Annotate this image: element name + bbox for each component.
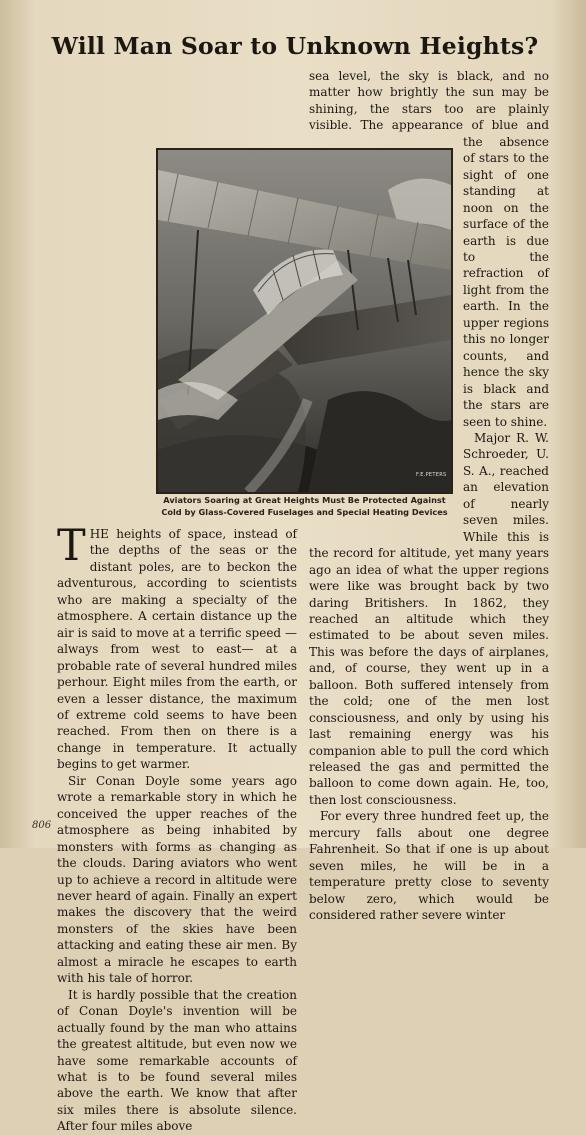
paragraph: Major R. W. Schroeder, U. S. A., reached an elevation of nearly seven miles. While this is the record for altitude, yet many years ago an idea of what the upper regions were like was brought back by two daring Britishers. In 1862, they reached an altitude which they estimated to be about seven miles. This was before the days of airplanes, and, of course, they went up in a balloon. Both suffered intensely from the cold; one of the men lost consciousness, and only by using his last remaining energy was his companion able to pull the cord which released the gas and permitted the balloon to come down again. He, too, then lost consciousness.: [309, 430, 549, 807]
paragraph: sea level, the sky is black, and no matter how brightly the sun may be shining, the stars too are plainly visible. The appearance of blue and the absence of stars to the sight of one standing at noon on the surface of the earth is due to the refraction of light from the earth. In the upper regions this no longer counts, and hence the sky is black and the stars are seen to shine.: [309, 69, 549, 429]
biplane-drawing: [158, 150, 451, 492]
figure-caption: [156, 494, 453, 518]
paragraph: For every three hundred feet up, the mercury falls about one degree Fahrenheit. So that if one is up about seven miles, he will be in a temperature pretty close to seventy below zero, which would be considered rather severe winter: [309, 809, 549, 923]
paragraph: It is hardly possible that the creation of Conan Doyle's invention will be actually found by the man who attains the greatest altitude, but even now we have some remarkable accounts of what is to be found several miles above the earth. We know that after six miles there is absolute silence. After four miles above: [57, 987, 297, 1134]
caption-line: Aviators Soaring at Great Heights Must Be Protected Against: [163, 495, 446, 505]
paragraph: Sir Conan Doyle some years ago wrote a remarkable story in which he conceived the upper reaches of the atmosphere as being inhabited by monsters with forms as changing as the clouds. Daring aviators who went up to achieve a record in altitude were never heard of again. Finally an expert makes the discovery that the weird monsters of the skies have been attacking and eating these air men. By almost a miracle he escapes to earth with his tale of horror.: [57, 773, 297, 986]
drop-cap: T: [57, 521, 86, 571]
page-number: 806: [32, 820, 52, 831]
paragraph: THE heights of space, instead of the depths of the seas or the distant poles, are to beckon the adventurous, according to scientists who are making a specialty of the atmosphere. A certain distance up the air is said to move at a terrific speed —always from west to east— at a probable rate of several hundred miles perhour. Eight miles from the earth, or even a lesser distance, the maximum of extreme cold seems to have been reached. From then on there is a change in temperature. It actually begins to get warmer.: [57, 521, 297, 772]
artist-signature: F.E.PETERS: [416, 472, 447, 478]
article-title: Will Man Soar to Unknown Heights?: [51, 32, 539, 60]
illustration-figure: [156, 148, 453, 524]
caption-line: Cold by Glass-Covered Fuselages and Special Heating Devices: [161, 507, 448, 517]
biplane-illustration: [156, 148, 453, 494]
